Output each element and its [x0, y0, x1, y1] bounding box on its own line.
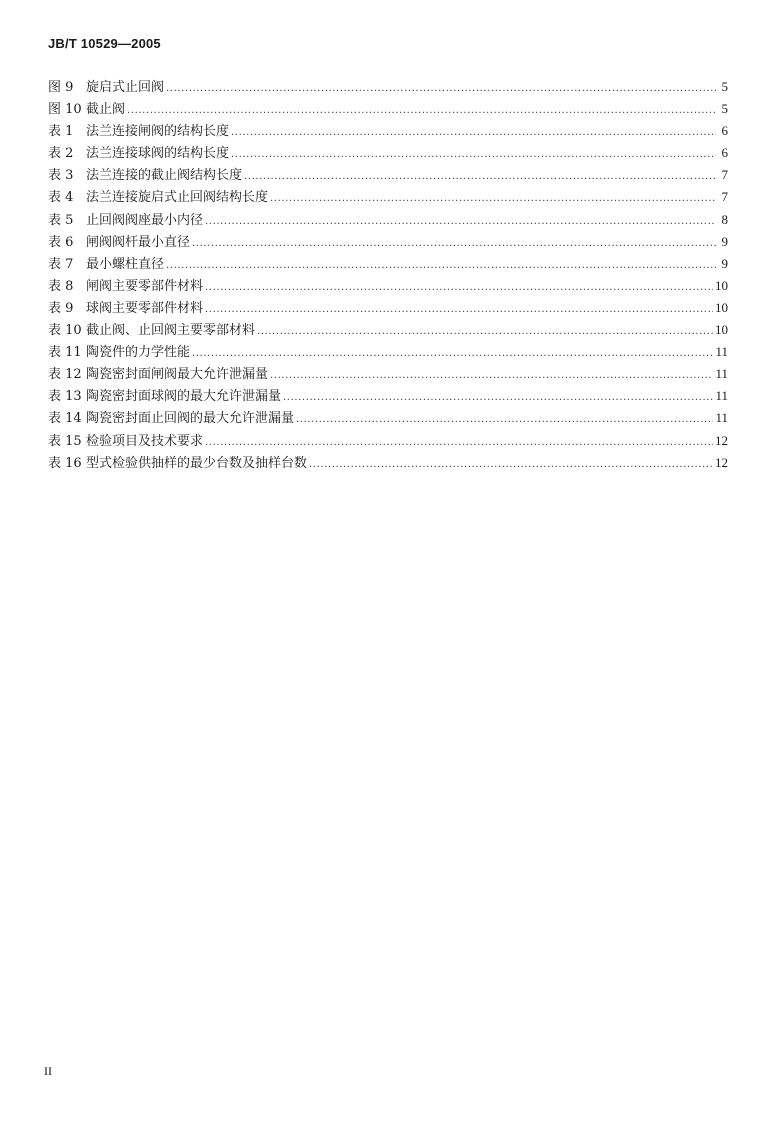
toc-entry-number: 表 4	[48, 190, 74, 206]
toc-entry-page: 11	[715, 388, 728, 404]
toc-entry-number: 表 5	[48, 212, 74, 228]
toc-entry-number: 表 3	[48, 168, 74, 184]
toc-entry[interactable]	[48, 186, 728, 208]
toc-entry-number: 表 12	[48, 367, 82, 383]
toc-entry[interactable]	[48, 98, 728, 120]
page-number: II	[44, 1064, 52, 1078]
toc-entry-number: 图 9	[48, 80, 74, 95]
toc-entry-number: 表 9	[48, 300, 74, 316]
toc-entry-title: 最小螺柱直径	[86, 256, 165, 272]
toc-entry[interactable]	[48, 297, 728, 319]
toc-entry-title: 型式检验供抽样的最少台数及抽样台数	[86, 455, 308, 471]
toc-entry-number: 表 16	[48, 455, 82, 471]
toc-entry-page: 9	[721, 255, 728, 271]
toc-entry-page: 6	[721, 145, 728, 161]
dot-leader	[270, 365, 713, 387]
toc-entry[interactable]	[48, 164, 728, 186]
dot-leader	[270, 188, 716, 210]
toc-entry[interactable]	[48, 76, 728, 98]
toc-entry-number: 表 2	[48, 146, 74, 162]
toc-entry-title: 陶瓷件的力学性能	[86, 345, 191, 361]
toc-entry-title: 旋启式止回阀	[86, 80, 165, 95]
toc-entry-title: 法兰连接闸阀的结构长度	[86, 124, 230, 140]
dot-leader	[296, 409, 713, 431]
toc-entry-title: 截止阀、止回阀主要零部材料	[86, 323, 256, 339]
toc-entry-page: 12	[715, 432, 728, 448]
dot-leader	[166, 255, 716, 277]
dot-leader	[166, 78, 716, 100]
toc-entry-number: 表 1	[48, 124, 74, 140]
toc-entry-page: 12	[715, 454, 728, 470]
toc-entry[interactable]	[48, 341, 728, 363]
toc-entry-number: 表 7	[48, 256, 74, 272]
toc-entry-number: 表 8	[48, 278, 74, 294]
toc-entry-page: 8	[721, 211, 728, 227]
toc-entry-title: 截止阀	[86, 102, 126, 118]
dot-leader	[192, 343, 713, 365]
toc-entry-number: 表 11	[48, 345, 82, 361]
dot-leader	[205, 432, 713, 454]
toc-entry-page: 11	[715, 366, 728, 382]
toc-entry-title: 止回阀阀座最小内径	[86, 212, 204, 228]
toc-entry[interactable]	[48, 120, 728, 142]
toc-entry-page: 7	[721, 189, 728, 205]
toc-entry-title: 陶瓷密封面闸阀最大允许泄漏量	[86, 367, 269, 383]
table-of-contents	[48, 76, 728, 474]
dot-leader	[205, 299, 713, 321]
toc-entry[interactable]	[48, 275, 728, 297]
dot-leader	[192, 233, 716, 255]
toc-entry-page: 7	[721, 167, 728, 183]
toc-entry-number: 表 15	[48, 433, 82, 449]
toc-entry-title: 法兰连接球阀的结构长度	[86, 146, 230, 162]
toc-entry-page: 6	[721, 123, 728, 139]
toc-entry-number: 表 10	[48, 323, 82, 339]
dot-leader	[257, 321, 713, 343]
toc-entry[interactable]	[48, 407, 728, 429]
dot-leader	[127, 100, 716, 122]
toc-entry[interactable]	[48, 142, 728, 164]
toc-entry-page: 10	[715, 299, 728, 315]
toc-entry[interactable]	[48, 385, 728, 407]
toc-entry-title: 法兰连接的截止阀结构长度	[86, 168, 243, 184]
toc-entry-number: 表 6	[48, 234, 74, 250]
toc-entry-number: 表 13	[48, 389, 82, 405]
dot-leader	[231, 122, 716, 144]
toc-entry-title: 陶瓷密封面球阀的最大允许泄漏量	[86, 389, 282, 405]
toc-entry[interactable]	[48, 363, 728, 385]
dot-leader	[205, 211, 716, 233]
toc-entry-number: 表 14	[48, 411, 82, 427]
toc-entry-title: 检验项目及技术要求	[86, 433, 204, 449]
dot-leader	[309, 454, 713, 476]
toc-entry[interactable]	[48, 253, 728, 275]
toc-entry-title: 陶瓷密封面止回阀的最大允许泄漏量	[86, 411, 295, 427]
toc-entry[interactable]	[48, 452, 728, 474]
toc-entry[interactable]	[48, 319, 728, 341]
toc-entry[interactable]	[48, 430, 728, 452]
toc-entry-page: 10	[715, 322, 728, 338]
toc-entry-page: 10	[715, 277, 728, 293]
toc-entry[interactable]	[48, 231, 728, 253]
toc-entry-page: 11	[715, 344, 728, 360]
toc-entry-page: 9	[721, 233, 728, 249]
toc-entry-page: 11	[715, 410, 728, 426]
toc-entry-title: 闸阀阀杆最小直径	[86, 234, 191, 250]
dot-leader	[205, 277, 713, 299]
dot-leader	[244, 166, 716, 188]
toc-entry-title: 闸阀主要零部件材料	[86, 278, 204, 294]
toc-entry-number: 图 10	[48, 102, 82, 118]
toc-entry-title: 法兰连接旋启式止回阀结构长度	[86, 190, 269, 206]
dot-leader	[283, 387, 713, 409]
toc-entry-title: 球阀主要零部件材料	[86, 300, 204, 316]
document-code: JB/T 10529—2005	[48, 36, 161, 51]
dot-leader	[231, 144, 716, 166]
toc-entry-page: 5	[721, 101, 728, 117]
toc-entry[interactable]	[48, 209, 728, 231]
toc-entry-page: 5	[721, 79, 728, 94]
